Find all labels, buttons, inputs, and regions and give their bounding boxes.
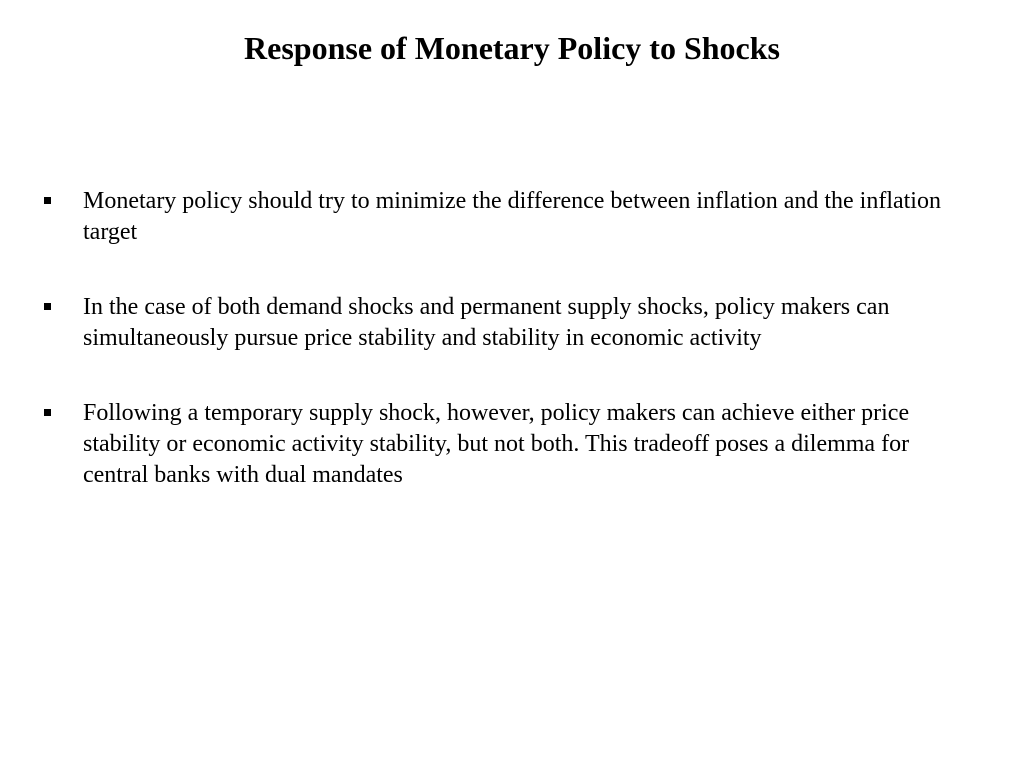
square-bullet-icon [44,197,51,204]
bullet-list [42,186,972,535]
bullet-text: Following a temporary supply shock, however, policy makers can achieve either price stability or economic activity stability, but not both. This tradeoff poses a dilemma for central banks with dual mandates [83,400,910,488]
bullet-item [42,186,972,248]
bullet-text: In the case of both demand shocks and permanent supply shocks, policy makers can simultaneously pursue price stability and stability in economic activity [83,294,890,351]
bullet-item [42,292,972,354]
slide-title: Response of Monetary Policy to Shocks [244,30,780,66]
square-bullet-icon [44,409,51,416]
square-bullet-icon [44,303,51,310]
bullet-item [42,398,972,491]
bullet-text: Monetary policy should try to minimize the difference between inflation and the inflation target [83,188,941,245]
